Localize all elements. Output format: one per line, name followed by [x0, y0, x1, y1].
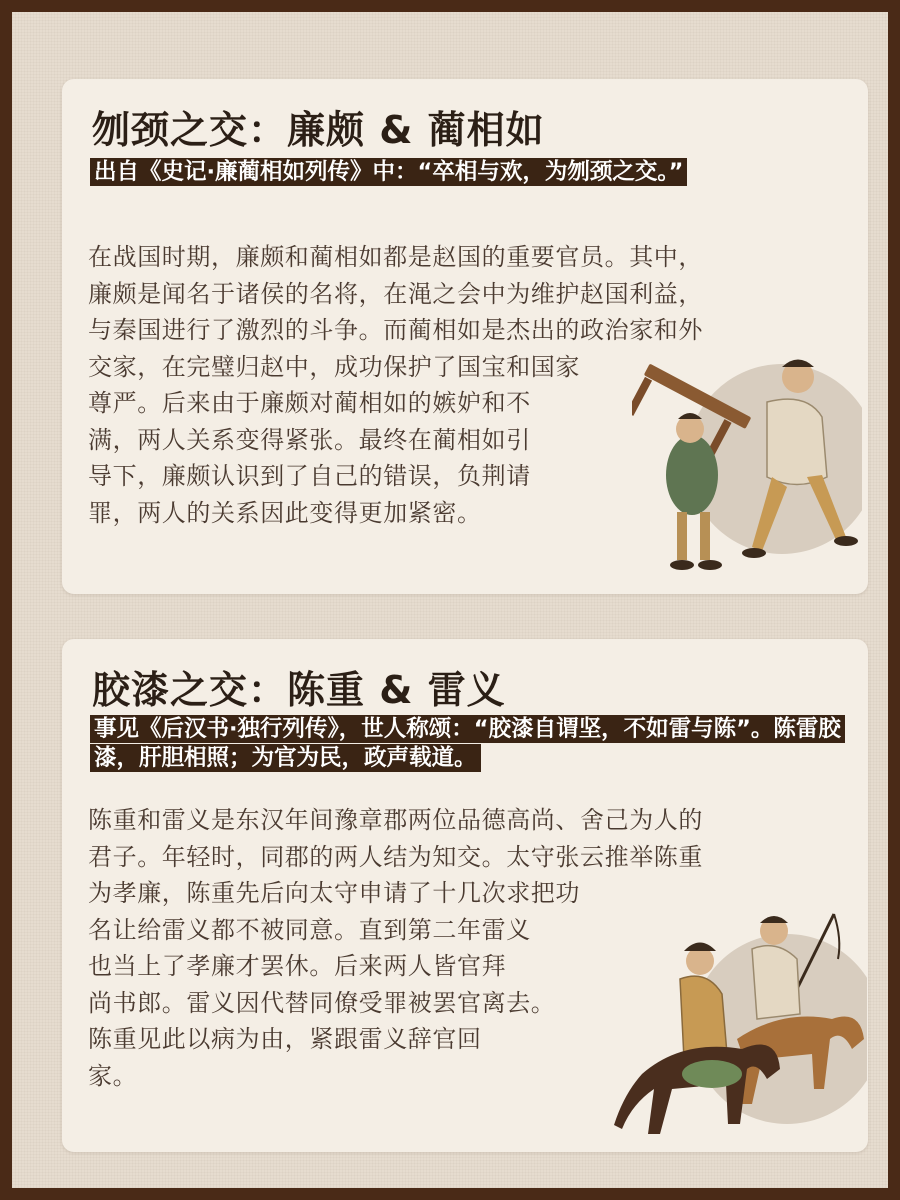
- body-line: 君子。年轻时，同郡的两人结为知交。太守张云推举陈重: [88, 842, 703, 871]
- source-quote-text: 事见《后汉书·独行列传》，世人称颂：“胶漆自谓坚，不如雷与陈”。陈雷胶漆，肝胆相照；为官为民，政声载道。: [90, 715, 845, 772]
- body-line: 也当上了孝廉才罢休。后来两人皆官拜: [88, 952, 507, 980]
- source-quote: [90, 158, 830, 187]
- body-line: 尊严。后来由于廉颇对蔺相如的嫉妒和不: [88, 389, 531, 417]
- section-title: 胶漆之交：陈重 & 雷义: [92, 668, 506, 712]
- two-figures-carrying-illustration: [632, 347, 862, 587]
- body-line: 尚书郎。雷义因代替同僚受罪被罢官离去。: [88, 988, 556, 1017]
- body-line: 陈重见此以病为由，紧跟雷义辞官回: [88, 1025, 482, 1053]
- horse-riders-illustration: [602, 889, 867, 1144]
- section-card-2: [62, 639, 868, 1152]
- section-card-1: [62, 79, 868, 594]
- body-line: 导下，廉颇认识到了自己的错误，负荆请: [88, 462, 531, 490]
- body-line: 罪，两人的关系因此变得更加紧密。: [88, 498, 482, 527]
- body-line: 为孝廉，陈重先后向太守申请了十几次求把功: [88, 879, 580, 907]
- body-line: 家。: [88, 1061, 138, 1090]
- body-line: 廉颇是闻名于诸侯的名将，在渑之会中为维护赵国利益，: [88, 279, 703, 308]
- body-line: 陈重和雷义是东汉年间豫章郡两位品德高尚、舍己为人的: [88, 806, 703, 834]
- section-title: 刎颈之交：廉颇 & 蔺相如: [92, 108, 545, 152]
- body-line: 名让给雷义都不被同意。直到第二年雷义: [88, 915, 531, 944]
- body-line: 在战国时期，廉颇和蔺相如都是赵国的重要官员。其中，: [88, 243, 703, 271]
- source-quote: [90, 715, 860, 773]
- section-body: [88, 239, 703, 531]
- body-line: 与秦国进行了激烈的斗争。而蔺相如是杰出的政治家和外: [88, 316, 703, 344]
- source-quote-text: 出自《史记·廉蔺相如列传》中：“卒相与欢，为刎颈之交。”: [90, 158, 687, 186]
- body-line: 交家，在完璧归赵中，成功保护了国宝和国家: [88, 352, 580, 381]
- body-line: 满，两人关系变得紧张。最终在蔺相如引: [88, 425, 531, 454]
